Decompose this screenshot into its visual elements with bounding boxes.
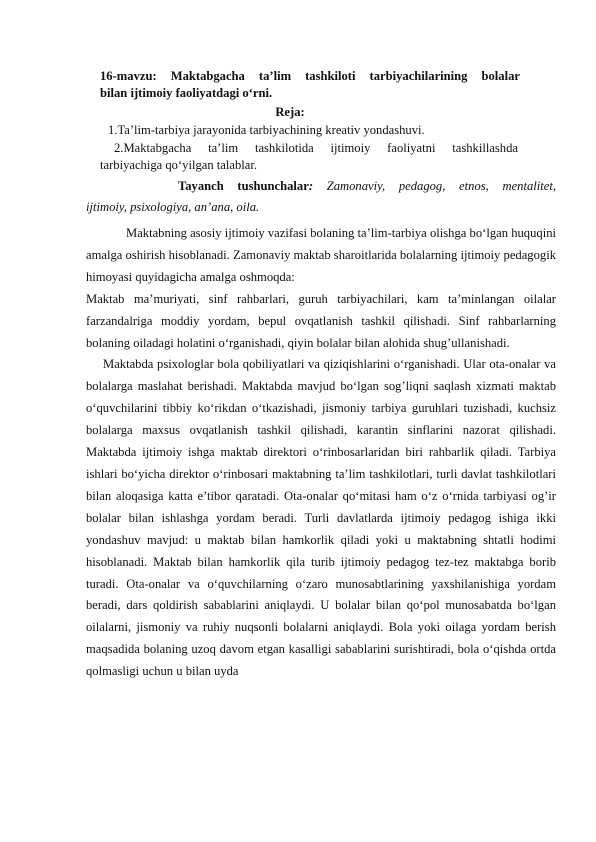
paragraph-2: Maktab ma’muriyati, sinf rahbarlari, guruh tarbiyachilari, kam ta’minlangan oilalar farzandalriga moddiy yordam, bepul ovqatlanish tashkil qilishadi. Sinf rahbarlarning bolaning oiladagi holatini o‘rganishadi, qiyin bolalar bilan alohida shug’ullanishadi.: [86, 291, 556, 350]
plan-heading: Reja:: [275, 105, 305, 119]
body-text: [86, 223, 556, 683]
paragraph-3: Maktabda psixologlar bola qobiliyatlari va qiziqishlarini o‘rganishadi. Ular ota-onalar va bolalarga maslahat berishadi. Maktabda mavjud bo‘lgan sog’liqni saqlash xizmati maktab o‘quvchilarini tibbiy ko‘rikdan o‘tkazishadi, jismoniy tarbiya guruhlari tuzishadi, kuchsiz bolalarga maxsus ovqatlanish tashkil qilishadi, karantin sinflarini nazorat qilishadi. Maktabda ijtimoiy ishga maktab direktori o‘rinbosarlaridan biri rahbarlik qiladi. Tarbiya ishlari bo‘yicha direktor o‘rinbosari maktabning ta’lim tashkilotlari, turli davlat tashkilotlari bilan aloqasiga katta e’tibor qaratadi. Ota-onalar qo‘mitasi ham o‘z o‘rnida tarbiyasi og’ir bolalar bilan ishlashga yordam beradi. Turli davlatlarda ijtimoiy pedagog ishiga ikki yondashuv mavjud: u maktab bilan hamkorlik qiladi yoki u maktabning shtatli hodimi hisoblanadi. Maktab bilan hamkorlik qila turib ijtimoiy pedagog tez-tez maktabga borib turadi. Ota-onalar va o‘quvchilarning o‘zaro munosabtlarining yaxshilanishiga yordam beradi, dars qoldirish sabablarini aniqlaydi. U bolalar bilan qo‘pol munosabatda bo‘lgan oilalarni, jismoniy va ruhiy nuqsonli bolalarni aniqlaydi. Bola yoki oilaga yordam berish maqsadida bolaning uzoq davom etgan kasalligi sabablarini surishtiradi, bola o‘qishda ortda qolmasligi uchun u bilan uyda: [86, 357, 556, 679]
paragraph-1: Maktabning asosiy ijtimoiy vazifasi bolaning ta’lim-tarbiya olishga bo‘lgan huquqini amalga oshirish hisoblanadi. Zamonaviy maktab sharoitlarida bolalarning ijtimoiy pedagogik himoyasi quyidagicha amalga oshmoqda:: [86, 226, 556, 284]
keywords-label: Tayanch tushunchalar: [178, 179, 309, 193]
keywords-terms-line-1: Zamonaviy, pedagog, etnos, mentalitet,: [313, 179, 556, 193]
keywords-terms-line-2: ijtimoiy, psixologiya, an’ana, oila.: [86, 200, 260, 214]
plan-item-2-line-2: tarbiyachiga qo‘yilgan talablar.: [100, 158, 258, 172]
keywords-block: [86, 176, 556, 218]
topic-title: [100, 68, 520, 102]
keywords-colon: :: [308, 179, 314, 193]
topic-title-line-1: 16-mavzu: Maktabgacha ta’lim tashkiloti tarbiyachilarining bolalar: [100, 69, 520, 83]
plan-item-2: [100, 140, 518, 174]
topic-title-line-2: bilan ijtimoiy faoliyatdagi o‘rni.: [100, 86, 273, 100]
keywords-line-1: [86, 176, 556, 197]
plan-item-1: 1.Ta’lim-tarbiya jarayonida tarbiyachining kreativ yondashuvi.: [108, 123, 425, 137]
plan-item-2-line-1: 2.Maktabgacha ta’lim tashkilotida ijtimoiy faoliyatni tashkillashda: [114, 141, 518, 155]
